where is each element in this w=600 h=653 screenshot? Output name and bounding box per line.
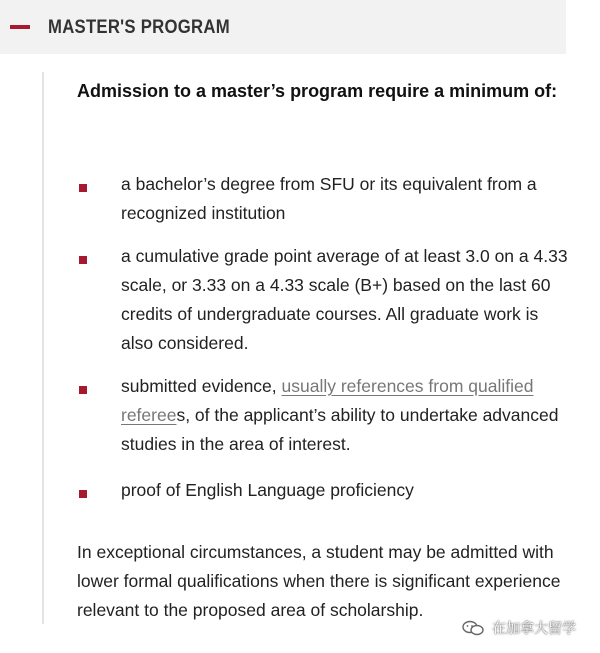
square-bullet-icon	[79, 184, 87, 192]
square-bullet-icon	[79, 490, 87, 498]
requirement-text-after: s, of the applicant’s ability to undertake advanced studies in the area of interest.	[121, 405, 559, 454]
wechat-icon	[462, 620, 484, 636]
square-bullet-icon	[79, 256, 87, 264]
watermark	[462, 618, 576, 638]
requirement-text: a bachelor’s degree from SFU or its equivalent from a recognized institution	[121, 174, 537, 223]
references-link[interactable]: usually references from qualified referee	[121, 376, 534, 425]
minus-icon[interactable]	[10, 25, 30, 29]
accordion-title: MASTER'S PROGRAM	[48, 17, 230, 38]
requirement-text: a cumulative grade point average of at least 3.0 on a 4.33 scale, or 3.33 on a 4.33 scale (B+) based on the last 60 credits of undergraduate courses. All graduate work is also considered.	[121, 246, 568, 353]
square-bullet-icon	[79, 386, 87, 394]
requirement-text	[121, 372, 571, 459]
requirement-text-before: submitted evidence,	[121, 376, 282, 396]
accordion-body	[42, 72, 569, 624]
accordion-header[interactable]	[0, 0, 566, 54]
requirement-text: proof of English Language proficiency	[121, 480, 414, 500]
closing-text: In exceptional circumstances, a student may be admitted with lower formal qualifications when there is significant experience relevant to the proposed area of scholarship.	[77, 542, 561, 620]
watermark-text: 在加拿大留学	[492, 620, 576, 636]
intro-text: Admission to a master’s program require a minimum of:	[77, 81, 558, 101]
